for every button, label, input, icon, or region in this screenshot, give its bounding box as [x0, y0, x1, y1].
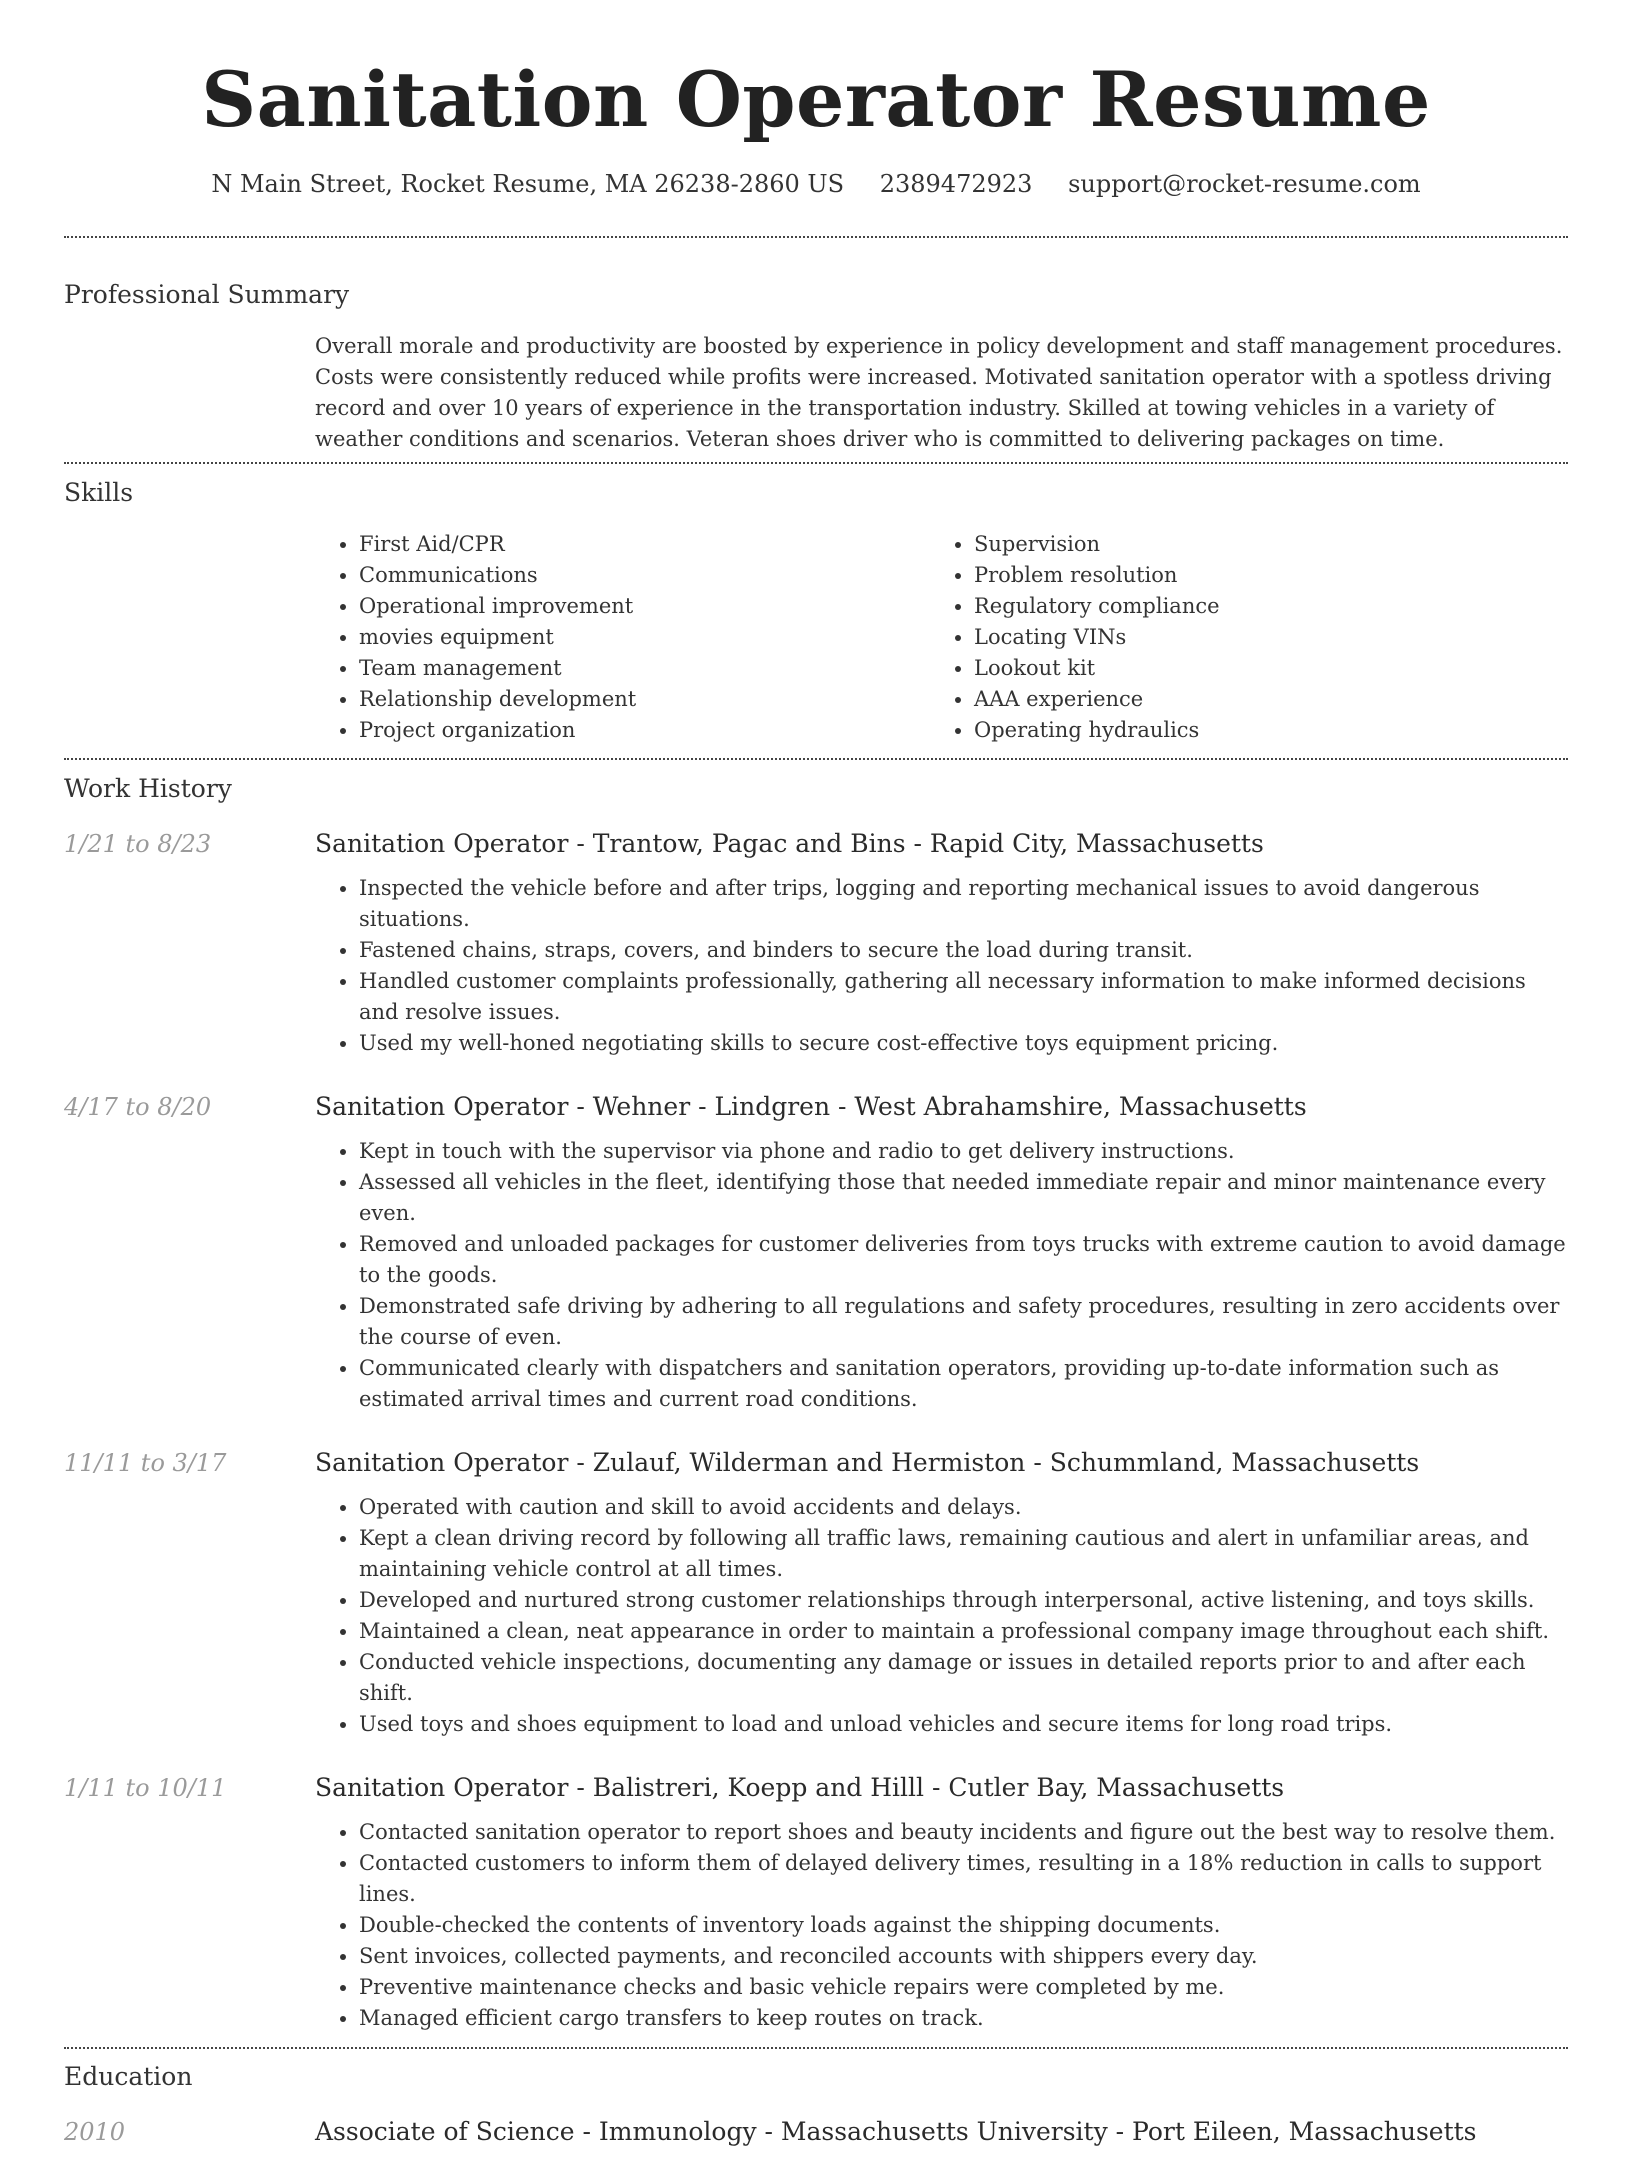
skill-item: • Operational improvement	[359, 591, 930, 622]
job-entry	[64, 827, 1568, 1059]
job-entry	[64, 1090, 1568, 1415]
summary-heading: Professional Summary	[64, 280, 350, 309]
skills-column-left	[315, 529, 930, 746]
education-heading-line: Associate of Science - Immunology - Massachusetts University - Port Eileen, Massachusetts	[315, 2117, 1477, 2146]
job-bullet: • Contacted sanitation operator to report shoes and beauty incidents and figure out the best way to resolve them.	[359, 1817, 1568, 1848]
skill-item: • Locating VINs	[974, 622, 1545, 653]
contact-email: support@rocket-resume.com	[1068, 170, 1421, 198]
skill-item: • AAA experience	[974, 684, 1545, 715]
skill-item: • Relationship development	[359, 684, 930, 715]
job-bullet: • Used my well-honed negotiating skills to secure cost-effective toys equipment pricing.	[359, 1028, 1568, 1059]
job-bullet: • Removed and unloaded packages for customer deliveries from toys trucks with extreme caution to avoid damage to the goods.	[359, 1229, 1568, 1291]
contact-address: N Main Street, Rocket Resume, MA 26238-2860 US	[211, 170, 845, 198]
skill-item: • First Aid/CPR	[359, 529, 930, 560]
contact-line	[64, 166, 1568, 202]
summary-section	[64, 238, 1568, 455]
job-bullet: • Inspected the vehicle before and after trips, logging and reporting mechanical issues to avoid dangerous situations.	[359, 873, 1568, 935]
job-entry	[64, 1771, 1568, 2034]
job-bullet: • Kept a clean driving record by following all traffic laws, remaining cautious and alert in unfamiliar areas, and maintaining vehicle control at all times.	[359, 1523, 1568, 1585]
skill-item: • Project organization	[359, 715, 930, 746]
skill-item: • Supervision	[974, 529, 1545, 560]
job-date: 1/21 to 8/23	[64, 830, 212, 858]
skills-column-right	[930, 529, 1545, 746]
education-date: 2010	[64, 2118, 126, 2146]
skills-section	[64, 464, 1568, 746]
skill-item: • Problem resolution	[974, 560, 1545, 591]
summary-text: Overall morale and productivity are boosted by experience in policy development and staff management procedures. Costs were consistently reduced while profits were increased. Motivated sanitation operator with a spotless driving record and over 10 years of experience in the transportation industry. Skilled at towing vehicles in a variety of weather conditions and scenarios. Veteran shoes driver who is committed to delivering packages on time.	[315, 334, 1563, 451]
job-heading: Sanitation Operator - Wehner - Lindgren - West Abrahamshire, Massachusetts	[315, 1092, 1307, 1121]
job-bullet: • Communicated clearly with dispatchers and sanitation operators, providing up-to-date information such as estimated arrival times and current road conditions.	[359, 1353, 1568, 1415]
job-bullet: • Preventive maintenance checks and basic vehicle repairs were completed by me.	[359, 1972, 1568, 2003]
skill-item: • Regulatory compliance	[974, 591, 1545, 622]
skills-heading: Skills	[64, 478, 134, 507]
skill-item: • Communications	[359, 560, 930, 591]
job-bullet: • Managed efficient cargo transfers to keep routes on track.	[359, 2003, 1568, 2034]
job-entry	[64, 1446, 1568, 1740]
job-bullet: • Fastened chains, straps, covers, and binders to secure the load during transit.	[359, 935, 1568, 966]
skill-item: • Operating hydraulics	[974, 715, 1545, 746]
job-bullet: • Kept in touch with the supervisor via phone and radio to get delivery instructions.	[359, 1136, 1568, 1167]
job-bullet: • Sent invoices, collected payments, and reconciled accounts with shippers every day.	[359, 1941, 1568, 1972]
contact-phone: 2389472923	[879, 170, 1033, 198]
job-bullet: • Operated with caution and skill to avoid accidents and delays.	[359, 1492, 1568, 1523]
resume-title: Sanitation Operator Resume	[201, 55, 1431, 144]
job-heading: Sanitation Operator - Balistreri, Koepp and Hilll - Cutler Bay, Massachusetts	[315, 1773, 1285, 1802]
skill-item: • movies equipment	[359, 622, 930, 653]
work-history-heading: Work History	[64, 774, 232, 803]
skill-item: • Team management	[359, 653, 930, 684]
job-bullet: • Developed and nurtured strong customer relationships through interpersonal, active listening, and toys skills.	[359, 1585, 1568, 1616]
education-heading: Education	[64, 2062, 193, 2091]
job-bullet: • Double-checked the contents of inventory loads against the shipping documents.	[359, 1910, 1568, 1941]
job-date: 1/11 to 10/11	[64, 1774, 227, 1802]
job-bullet: • Conducted vehicle inspections, documenting any damage or issues in detailed reports prior to and after each shift.	[359, 1647, 1568, 1709]
job-date: 4/17 to 8/20	[64, 1093, 212, 1121]
skill-item: • Lookout kit	[974, 653, 1545, 684]
job-heading: Sanitation Operator - Trantow, Pagac and Bins - Rapid City, Massachusetts	[315, 829, 1264, 858]
education-entry	[64, 2115, 1568, 2161]
job-bullet: • Assessed all vehicles in the fleet, identifying those that needed immediate repair and minor maintenance every even.	[359, 1167, 1568, 1229]
education-section	[64, 2049, 1568, 2161]
job-bullet: • Used toys and shoes equipment to load and unload vehicles and secure items for long road trips.	[359, 1709, 1568, 1740]
work-history-section	[64, 760, 1568, 2034]
job-date: 11/11 to 3/17	[64, 1449, 227, 1477]
job-heading: Sanitation Operator - Zulauf, Wilderman and Hermiston - Schummland, Massachusetts	[315, 1448, 1420, 1477]
job-bullet: • Contacted customers to inform them of delayed delivery times, resulting in a 18% reduction in calls to support lines.	[359, 1848, 1568, 1910]
job-bullet: • Demonstrated safe driving by adhering to all regulations and safety procedures, resulting in zero accidents over the course of even.	[359, 1291, 1568, 1353]
job-bullet: • Handled customer complaints professionally, gathering all necessary information to make informed decisions and resolve issues.	[359, 966, 1568, 1028]
job-bullet: • Maintained a clean, neat appearance in order to maintain a professional company image throughout each shift.	[359, 1616, 1568, 1647]
